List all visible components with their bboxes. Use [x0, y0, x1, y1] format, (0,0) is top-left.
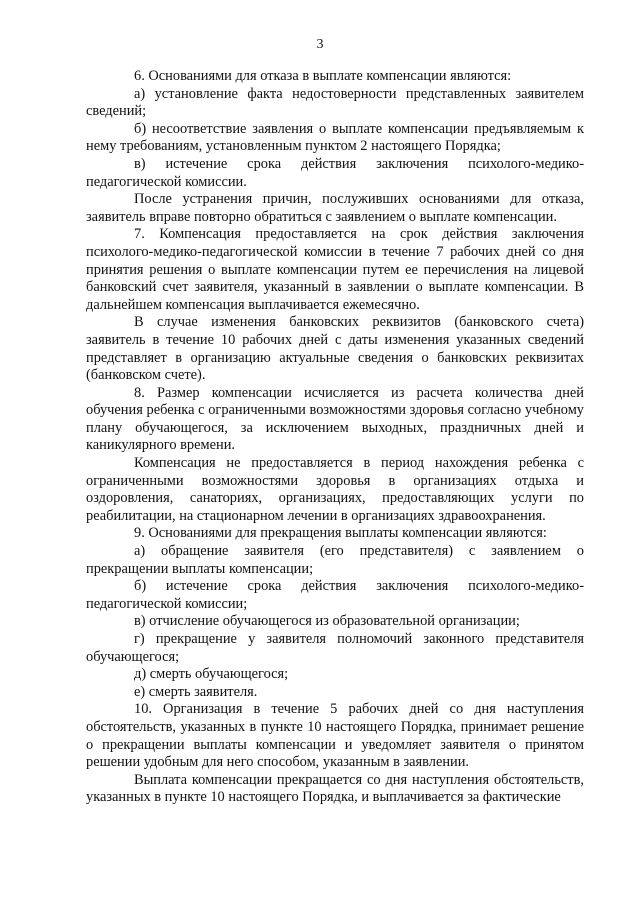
paragraph-7: 7. Компенсация предоставляется на срок действия заключения психолого-медико-педагогической комиссии в течение 7 рабочих дней со дня принятия решения о выплате компенсации путем ее перечисления на лицевой банковский счет заявителя, указанный в заявлении о выплате компенсации. В дальнейшем компенсация выплачивается ежемесячно.: [86, 226, 584, 313]
paragraph-9c: в) отчисление обучающегося из образовательной организации;: [134, 613, 520, 630]
paragraph-8: 8. Размер компенсации исчисляется из расчета количества дней обучения ребенка с ограниченными возможностями здоровья согласно учебному плану обучающегося, за исключением выходных, праздничных дней и каникулярного времени.: [86, 384, 584, 454]
paragraph-9e: д) смерть обучающегося;: [134, 666, 289, 683]
paragraph-6-intro: 6. Основаниями для отказа в выплате компенсации являются:: [134, 68, 512, 84]
paragraph-9-intro: 9. Основаниями для прекращения выплаты компенсации являются:: [134, 525, 547, 542]
paragraph-7-bank-change: В случае изменения банковских реквизитов (банковского счета) заявитель в течение 10 рабочих дней с даты изменения указанных сведений представляет в организацию актуальные сведения о банковских реквизитах (банковском счете).: [86, 314, 584, 384]
paragraph-6b: б) несоответствие заявления о выплате компенсации предъявляемым к нему требованиям, установленным пунктом 2 настоящего Порядка;: [86, 120, 584, 155]
paragraph-6c: в) истечение срока действия заключения психолого-медико-педагогической комиссии.: [86, 155, 584, 190]
paragraph-10-termination: Выплата компенсации прекращается со дня наступления обстоятельств, указанных в пункте 10 настоящего Порядка, и выплачивается за фактические: [86, 771, 584, 806]
paragraph-9b: б) истечение срока действия заключения психолого-медико-педагогической комиссии;: [86, 578, 584, 612]
paragraph-9d: г) прекращение у заявителя полномочий законного представителя обучающегося;: [86, 631, 584, 665]
page-number: 3: [316, 37, 324, 52]
paragraph-9a: а) обращение заявителя (его представителя) с заявлением о прекращении выплаты компенсации;: [86, 543, 584, 577]
document-body: [86, 68, 584, 807]
paragraph-6-resubmit: После устранения причин, послуживших основаниями для отказа, заявитель вправе повторно обратиться с заявлением о выплате компенсации.: [86, 191, 584, 225]
paragraph-9f: е) смерть заявителя.: [134, 683, 258, 700]
paragraph-8-exclusion: Компенсация не предоставляется в период нахождения ребенка с ограниченными возможностями здоровья в организациях отдыха и оздоровления, санаториях, организациях, предоставляющих услуги по реабилитации, на стационарном лечении в организациях здравоохранения.: [86, 455, 584, 524]
paragraph-6a: а) установление факта недостоверности представленных заявителем сведений;: [86, 85, 584, 120]
paragraph-10: 10. Организация в течение 5 рабочих дней со дня наступления обстоятельств, указанных в пункте 10 настоящего Порядка, принимает решение о прекращении выплаты компенсации и уведомляет заявителя о принятом решении удобным для него способом, указанным в заявлении.: [86, 701, 584, 771]
